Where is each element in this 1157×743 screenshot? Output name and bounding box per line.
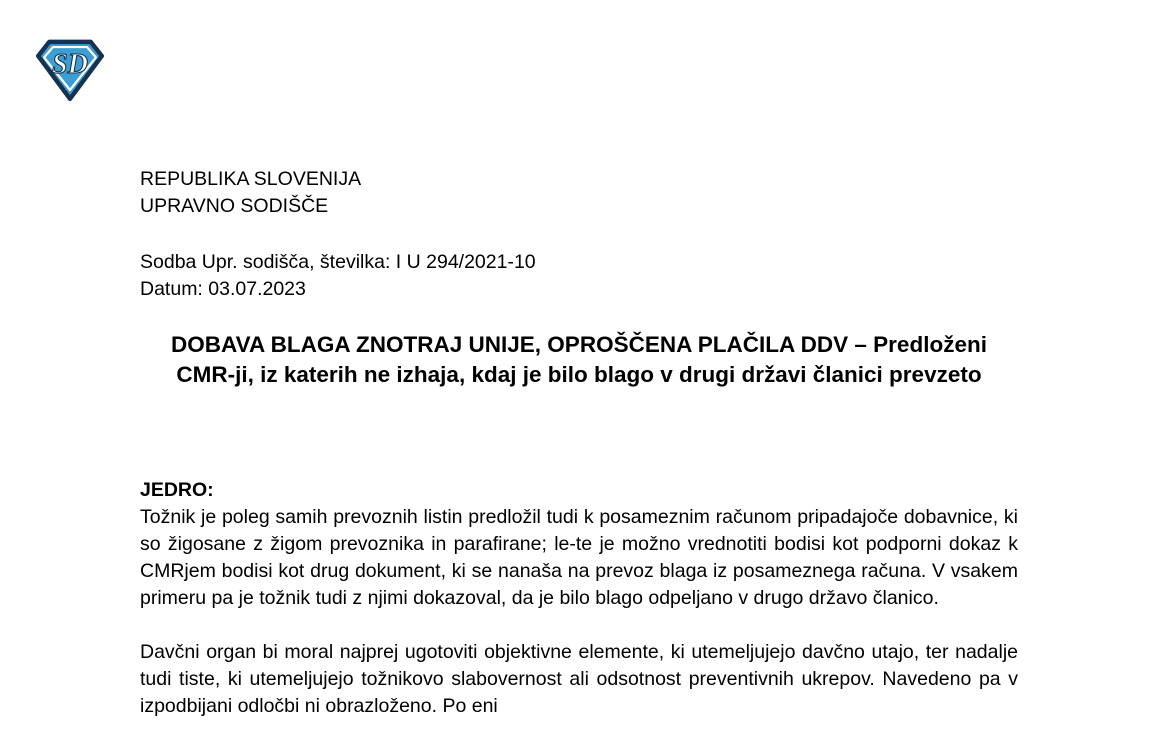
case-number-line: Sodba Upr. sodišča, številka: I U 294/2021-10 [140,251,536,273]
body-paragraph-1: Tožnik je poleg samih prevoznih listin predložil tudi k posameznim računom pripadajoče dobavnice, ki so žigosane z žigom prevoznika in parafirane; le-te je možno vrednotiti bodisi kot podporni dokaz k CMRjem bodisi kot drug dokument, ki se nanaša na prevoz blaga iz posameznega računa. V vsakem primeru pa je tožnik tudi z njimi dokazoval, da je bilo blago odpeljano v drugo državo članico. [140,506,1018,609]
sd-shield-logo [33,37,107,103]
institution-line-republic: REPUBLIKA SLOVENIJA [140,168,362,190]
date-line: Datum: 03.07.2023 [140,278,306,300]
sd-shield-icon [33,37,107,103]
case-info-block [140,249,536,303]
body-paragraph-2: Davčni organ bi moral najprej ugotoviti objektivne elemente, ki utemeljujejo davčno utajo, ter nadalje tudi tiste, ki utemeljujejo tožnikovo slabovernost ali odsotnost preventivnih ukrepov. Navedeno pa v izpodbijani odločbi ni obrazloženo. Po eni [140,641,1018,717]
section-heading-jedro: JEDRO: [140,479,214,501]
logo-letters: SD [52,48,88,80]
document-body [140,477,1018,720]
institution-line-court: UPRAVNO SODIŠČE [140,195,329,217]
institution-block [140,166,361,220]
document-title: DOBAVA BLAGA ZNOTRAJ UNIJE, OPROŠČENA PLAČILA DDV – Predloženi CMR-ji, iz katerih ne izhaja, kdaj je bilo blago v drugi državi članici prevzeto [171,332,987,387]
